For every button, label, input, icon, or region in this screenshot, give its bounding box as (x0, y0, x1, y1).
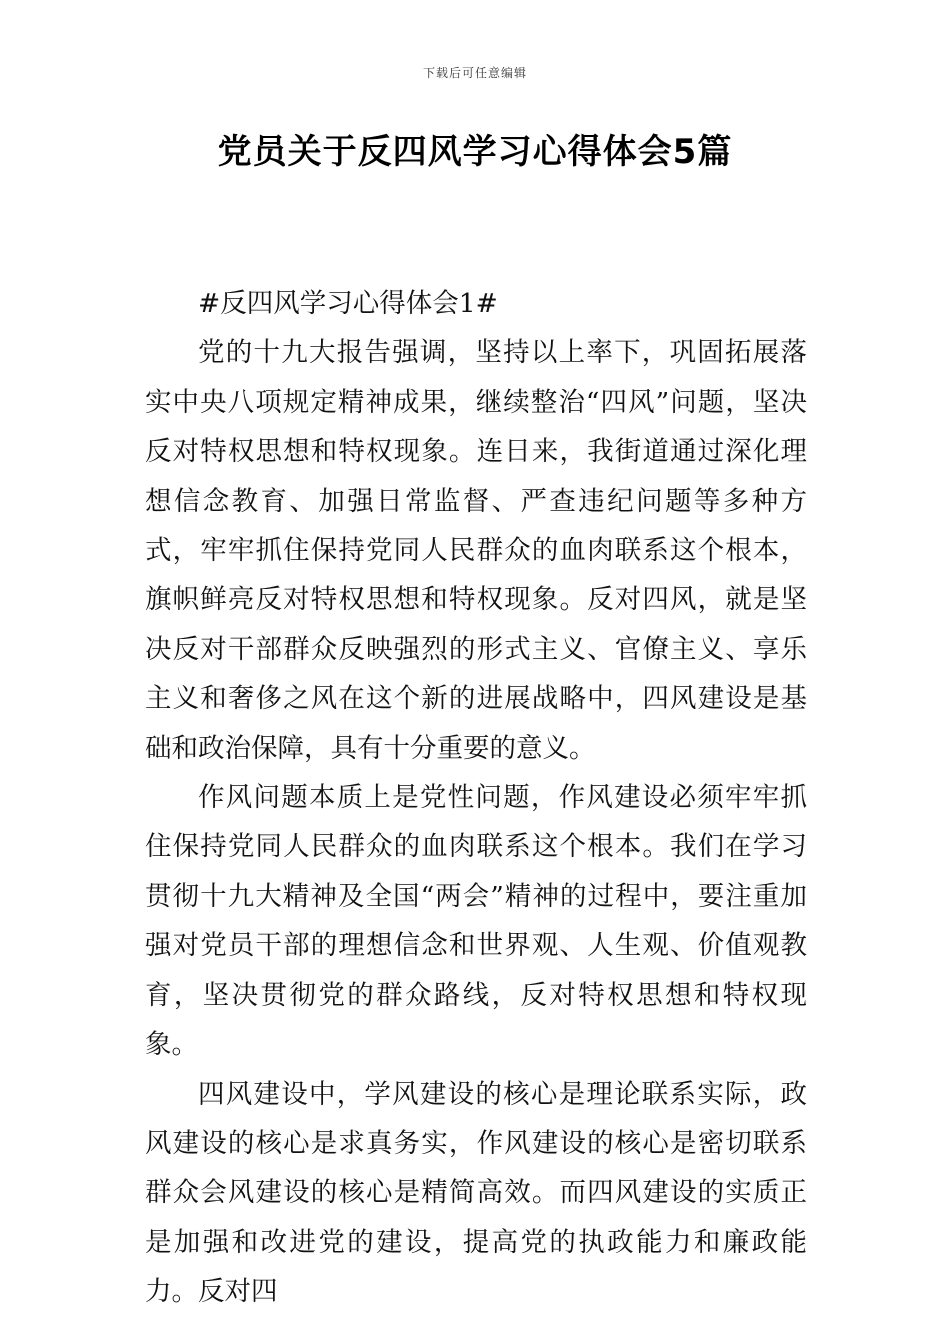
body-paragraph: 四风建设中，学风建设的核心是理论联系实际，政风建设的核心是求真务实，作风建设的核心是密切联系群众会风建设的核心是精简高效。而四风建设的实质正是加强和改进党的建设，提高党的执政能力和廉政能力。反对四 (145, 1078, 807, 1308)
body-paragraph: 作风问题本质上是党性问题，作风建设必须牢牢抓住保持党同人民群众的血肉联系这个根本。我们在学习贯彻十九大精神及全国“两会”精神的过程中，要注重加强对党员干部的理想信念和世界观、人生观、价值观教育，坚决贯彻党的群众路线，反对特权思想和特权现象。 (145, 782, 807, 1061)
header-note: 下载后可任意编辑 (422, 66, 527, 80)
document-title: 党员关于反四风学习心得体会5篇 (217, 132, 733, 172)
section-heading: #反四风学习心得体会1# (198, 288, 498, 319)
document-body (145, 279, 807, 1317)
body-paragraph: 党的十九大报告强调，坚持以上率下，巩固拓展落实中央八项规定精神成果，继续整治“四风”问题，坚决反对特权思想和特权现象。连日来，我街道通过深化理想信念教育、加强日常监督、严查违纪问题等多种方式，牢牢抓住保持党同人民群众的血肉联系这个根本，旗帜鲜亮反对特权思想和特权现象。反对四风，就是坚决反对干部群众反映强烈的形式主义、官僚主义、享乐主义和奢侈之风在这个新的进展战略中，四风建设是基础和政治保障，具有十分重要的意义。 (145, 337, 807, 764)
